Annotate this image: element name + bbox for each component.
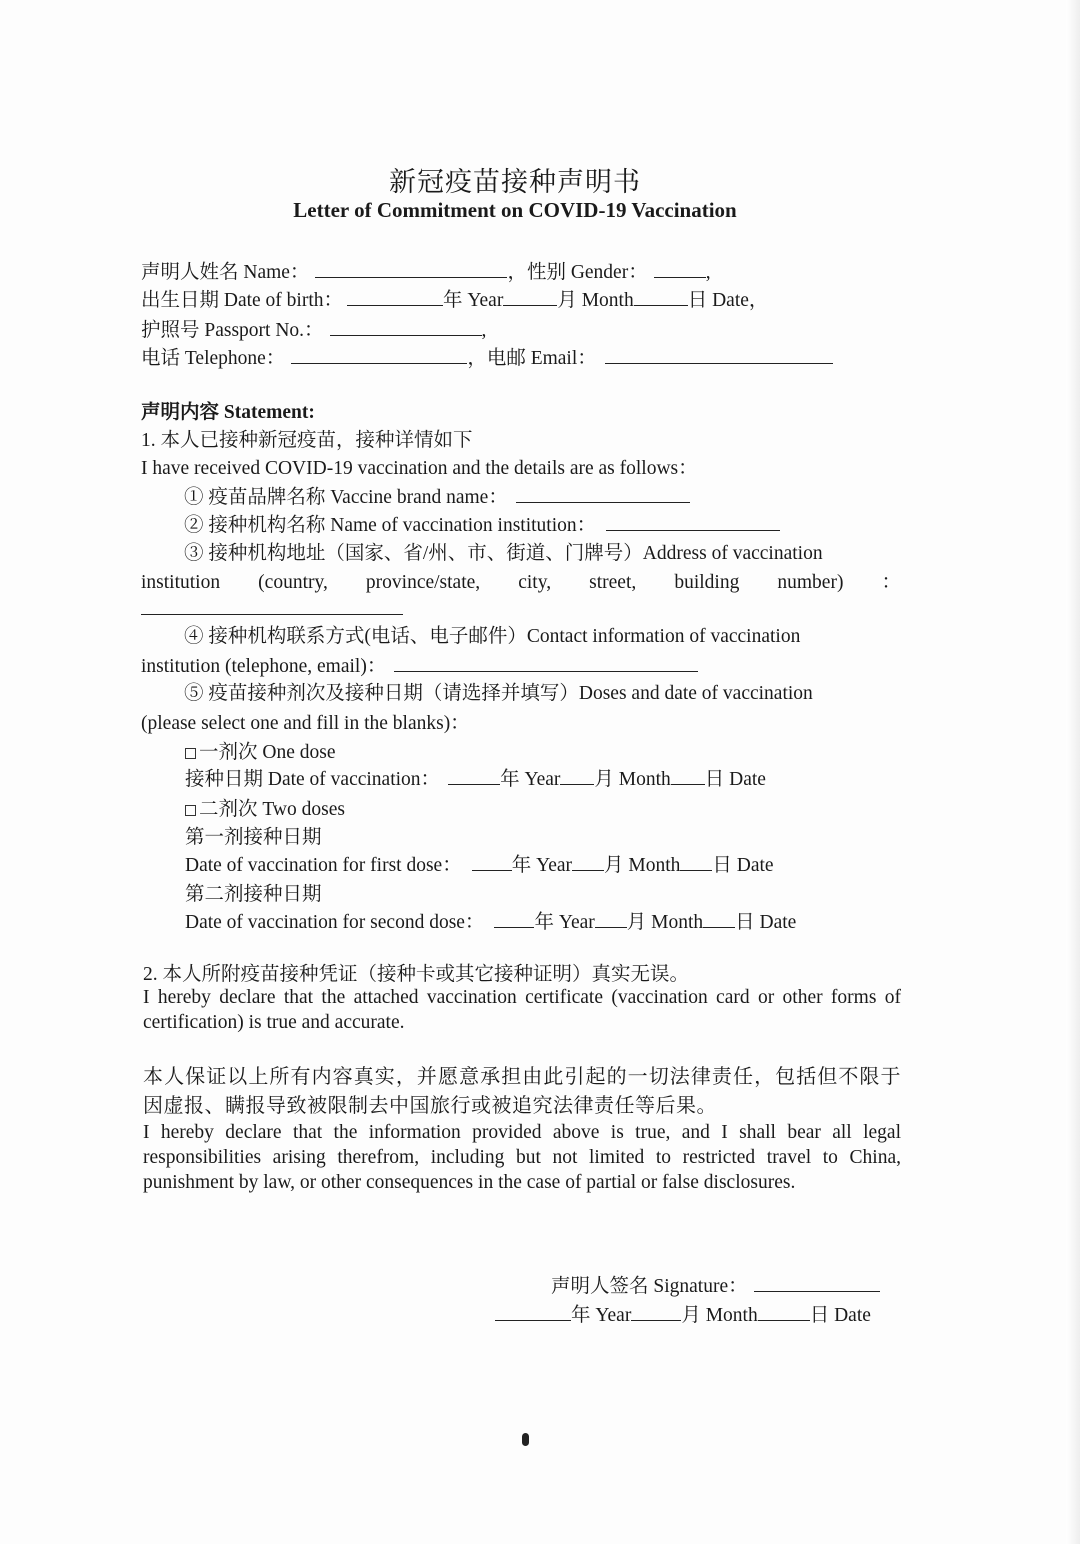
passport-field[interactable] [330, 315, 482, 336]
first-dose-date-line: Date of vaccination for first dose： 年 Year 月 Month 日 Date [185, 849, 774, 877]
gender-field[interactable] [654, 257, 706, 278]
second-dose-cn: 第二剂接种日期 [185, 884, 322, 905]
email-label: ，电邮 Email： [467, 348, 597, 369]
first-dose-label: Date of vaccination for first dose： [185, 855, 462, 876]
dob-year-field[interactable] [347, 285, 443, 306]
institution-label: ② 接种机构名称 Name of vaccination institution： [184, 515, 597, 536]
brand-label: ① 疫苗品牌名称 Vaccine brand name： [184, 487, 508, 508]
single-dose-year-field[interactable] [448, 764, 500, 785]
first-dose-year-field[interactable] [472, 850, 512, 871]
dob-year-label: 年 Year [443, 290, 504, 311]
scan-edge-shadow [1066, 0, 1080, 1544]
signature-field[interactable] [754, 1271, 880, 1292]
name-field[interactable] [315, 257, 507, 278]
dob-label: 出生日期 Date of birth： [141, 290, 344, 311]
signature-date-line: 年 Year 月 Month 日 Date [495, 1299, 871, 1327]
two-doses-option[interactable] [185, 793, 345, 821]
dob-day-label: 日 Date， [687, 290, 769, 311]
brand-line [184, 481, 690, 509]
first-dose-cn: 第一剂接种日期 [185, 827, 322, 848]
name-label: 声明人姓名 Name： [141, 262, 310, 283]
two-doses-label: 二剂次 Two doses [199, 799, 345, 820]
title-chinese: 新冠疫苗接种声明书 [389, 167, 641, 197]
telephone-label: 电话 Telephone： [141, 348, 286, 369]
one-dose-checkbox[interactable] [185, 748, 196, 759]
single-dose-day-field[interactable] [671, 764, 705, 785]
signature-line [551, 1270, 880, 1298]
address-field[interactable] [141, 594, 403, 615]
contact-info-field[interactable] [394, 651, 698, 672]
signature-label: 声明人签名 Signature： [551, 1276, 748, 1297]
dob-month-field[interactable] [503, 285, 557, 306]
contact-line [141, 342, 833, 370]
statement-heading: 声明内容 Statement: [141, 402, 315, 423]
two-doses-checkbox[interactable] [185, 805, 196, 816]
passport-line [141, 314, 486, 342]
passport-comma: , [481, 320, 487, 341]
item1-english: I have received COVID-19 vaccination and the details are as follows： [141, 458, 698, 479]
signature-day-field[interactable] [758, 1300, 810, 1321]
title-english: Letter of Commitment on COVID-19 Vaccination [293, 198, 737, 222]
first-dose-month-field[interactable] [572, 850, 604, 871]
telephone-field[interactable] [291, 343, 467, 364]
doses-line-2: (please select one and fill in the blanks)： [141, 713, 470, 734]
gender-label: ，性别 Gender： [507, 262, 648, 283]
doses-line-1: ⑤ 疫苗接种剂次及接种日期（请选择并填写）Doses and date of vaccination [184, 683, 813, 704]
item2-english: I hereby declare that the attached vaccination certificate (vaccination card or other forms of certification) is true and accurate. [143, 987, 901, 1033]
address-line-2: institution (country, province/state, city, street, building number) ： [141, 572, 902, 593]
second-dose-date-line: Date of vaccination for second dose： 年 Year 月 Month 日 Date [185, 906, 796, 934]
dob-month-label: 月 Month [557, 290, 634, 311]
email-field[interactable] [605, 343, 833, 364]
contact-info-label: institution (telephone, email)： [141, 656, 387, 677]
single-dose-month-field[interactable] [560, 764, 594, 785]
one-dose-label: 一剂次 One dose [199, 742, 336, 763]
institution-field[interactable] [606, 510, 780, 531]
signature-year-field[interactable] [495, 1300, 571, 1321]
first-dose-day-field[interactable] [680, 850, 712, 871]
one-dose-option[interactable] [185, 736, 335, 764]
item1-chinese: 1. 本人已接种新冠疫苗，接种详情如下 [141, 430, 473, 451]
second-dose-month-field[interactable] [595, 907, 627, 928]
institution-line [184, 509, 780, 537]
address-line-3 [141, 594, 403, 621]
second-dose-year-field[interactable] [494, 907, 534, 928]
contact-info-line-1: ④ 接种机构联系方式(电话、电子邮件）Contact information of vaccination [184, 626, 801, 647]
contact-info-line-2 [141, 650, 698, 678]
address-line-1: ③ 接种机构地址（国家、省/州、市、街道、门牌号）Address of vaccination [184, 543, 823, 564]
ink-dot [522, 1433, 529, 1446]
single-dose-date-label: 接种日期 Date of vaccination： [185, 769, 441, 790]
guarantee-english: I hereby declare that the information provided above is true, and I shall bear all legal responsibilities arising therefrom, including but not limited to restricted travel to China, punishment by law, or other consequences in the case of partial or false disclosures. [143, 1122, 901, 1193]
item2-chinese: 2. 本人所附疫苗接种凭证（接种卡或其它接种证明）真实无误。 [143, 964, 690, 985]
brand-field[interactable] [516, 482, 690, 503]
guarantee-chinese: 本人保证以上所有内容真实，并愿意承担由此引起的一切法律责任，包括但不限于因虚报、瞒报导致被限制去中国旅行或被追究法律责任等后果。 [143, 1066, 901, 1117]
passport-label: 护照号 Passport No.： [141, 320, 324, 341]
gender-comma: , [705, 262, 711, 283]
name-gender-line [141, 256, 711, 284]
single-dose-date-line: 接种日期 Date of vaccination： 年 Year 月 Month 日 Date [185, 763, 766, 791]
dob-day-field[interactable] [634, 285, 688, 306]
second-dose-label: Date of vaccination for second dose： [185, 912, 485, 933]
signature-month-field[interactable] [631, 1300, 681, 1321]
second-dose-day-field[interactable] [703, 907, 735, 928]
dob-line [141, 284, 768, 312]
